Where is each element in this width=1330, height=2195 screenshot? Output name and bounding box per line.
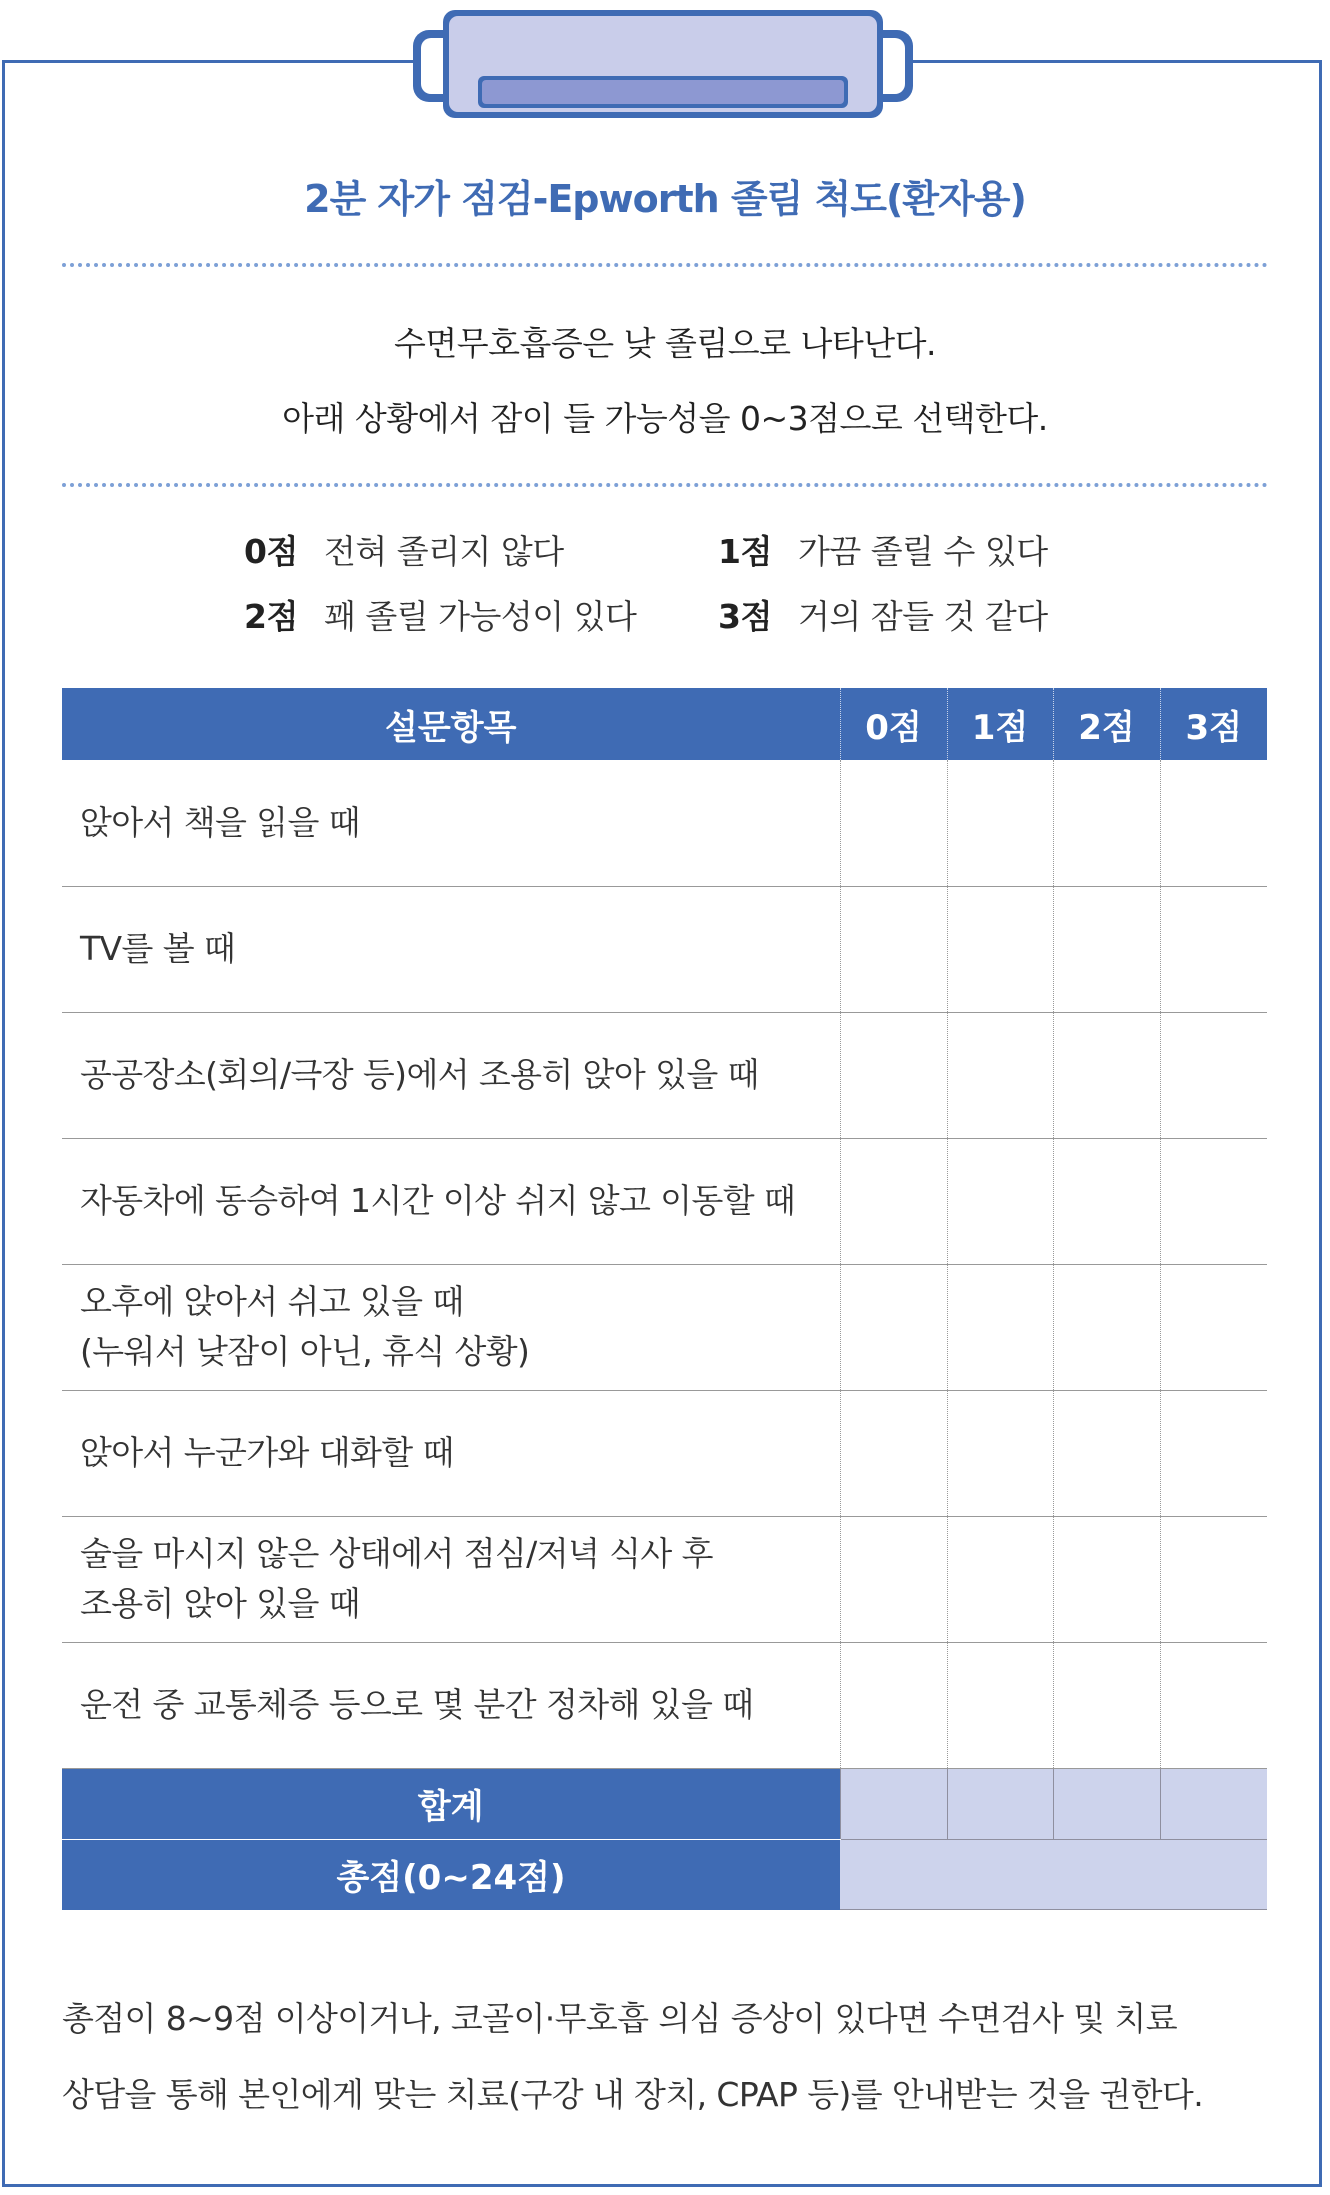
score-cell-1[interactable] xyxy=(947,1516,1053,1642)
score-cell-3[interactable] xyxy=(1160,760,1267,886)
header-score-1: 1점 xyxy=(947,688,1053,760)
legend-score: 0점 xyxy=(244,532,298,571)
question-text xyxy=(62,1264,840,1390)
legend-desc: 꽤 졸릴 가능성이 있다 xyxy=(324,597,637,636)
score-cell-0[interactable] xyxy=(840,886,947,1012)
score-cell-3[interactable] xyxy=(1160,1012,1267,1138)
sum-cell-0[interactable] xyxy=(840,1768,947,1839)
table-row xyxy=(62,760,1267,886)
score-cell-0[interactable] xyxy=(840,1642,947,1768)
question-line: 운전 중 교통체증 등으로 몇 분간 정차해 있을 때 xyxy=(80,1685,754,1724)
score-cell-3[interactable] xyxy=(1160,1642,1267,1768)
sum-row xyxy=(62,1768,1267,1839)
intro-line-2: 아래 상황에서 잠이 들 가능성을 0~3점으로 선택한다. xyxy=(282,399,1048,438)
question-line: 공공장소(회의/극장 등)에서 조용히 앉아 있을 때 xyxy=(80,1055,759,1094)
question-text xyxy=(62,1390,840,1516)
dotted-divider-top xyxy=(62,263,1268,267)
question-text xyxy=(62,1516,840,1642)
total-label: 총점(0~24점) xyxy=(62,1839,840,1910)
score-cell-0[interactable] xyxy=(840,1138,947,1264)
sum-label: 합계 xyxy=(62,1768,840,1839)
clipboard-clip-icon xyxy=(413,10,913,118)
score-cell-0[interactable] xyxy=(840,760,947,886)
score-cell-1[interactable] xyxy=(947,1012,1053,1138)
score-cell-1[interactable] xyxy=(947,886,1053,1012)
legend-desc: 거의 잠들 것 같다 xyxy=(798,597,1048,636)
table-row xyxy=(62,1012,1267,1138)
score-cell-0[interactable] xyxy=(840,1516,947,1642)
score-cell-1[interactable] xyxy=(947,1390,1053,1516)
question-line: 앉아서 책을 읽을 때 xyxy=(80,802,360,842)
legend-item-0 xyxy=(244,526,564,573)
score-cell-0[interactable] xyxy=(840,1012,947,1138)
question-line: 앉아서 누군가와 대화할 때 xyxy=(80,1433,454,1472)
question-line: TV를 볼 때 xyxy=(80,929,236,968)
score-cell-2[interactable] xyxy=(1053,760,1160,886)
total-row xyxy=(62,1839,1267,1910)
note-line-2: 상담을 통해 본인에게 맞는 치료(구강 내 장치, CPAP 등)를 안내받는 것을 권한다. xyxy=(62,2075,1204,2114)
score-cell-2[interactable] xyxy=(1053,1516,1160,1642)
table-row xyxy=(62,1642,1267,1768)
question-line: 술을 마시지 않은 상태에서 점심/저녁 식사 후 xyxy=(80,1534,713,1573)
sum-cell-1[interactable] xyxy=(947,1768,1053,1839)
table-row xyxy=(62,886,1267,1012)
page-title: 2분 자가 점검-Epworth 졸림 척도(환자용) xyxy=(304,177,1026,221)
question-line: (누워서 낮잠이 아닌, 휴식 상황) xyxy=(80,1332,530,1371)
question-text xyxy=(62,1642,840,1768)
sum-cell-3[interactable] xyxy=(1160,1768,1267,1839)
table-header-row xyxy=(62,688,1267,760)
sum-cell-2[interactable] xyxy=(1053,1768,1160,1839)
question-text xyxy=(62,1138,840,1264)
score-cell-2[interactable] xyxy=(1053,1642,1160,1768)
score-cell-2[interactable] xyxy=(1053,886,1160,1012)
score-cell-2[interactable] xyxy=(1053,1138,1160,1264)
header-item: 설문항목 xyxy=(62,688,840,760)
header-score-0: 0점 xyxy=(840,688,947,760)
question-text xyxy=(62,760,840,886)
score-cell-1[interactable] xyxy=(947,1264,1053,1390)
question-text xyxy=(62,886,840,1012)
table-row xyxy=(62,1390,1267,1516)
table-row xyxy=(62,1264,1267,1390)
score-cell-0[interactable] xyxy=(840,1264,947,1390)
question-line: 자동차에 동승하여 1시간 이상 쉬지 않고 이동할 때 xyxy=(80,1181,796,1220)
legend-score: 1점 xyxy=(718,532,772,571)
intro-line-1: 수면무호흡증은 낮 졸림으로 나타난다. xyxy=(393,324,936,363)
question-line: 조용히 앉아 있을 때 xyxy=(80,1584,360,1623)
score-cell-3[interactable] xyxy=(1160,1264,1267,1390)
legend-item-1 xyxy=(718,526,1048,573)
legend-item-2 xyxy=(244,591,636,638)
question-text xyxy=(62,1012,840,1138)
score-cell-3[interactable] xyxy=(1160,1390,1267,1516)
questionnaire-table xyxy=(62,688,1267,1910)
score-cell-0[interactable] xyxy=(840,1390,947,1516)
score-cell-3[interactable] xyxy=(1160,1516,1267,1642)
score-cell-2[interactable] xyxy=(1053,1012,1160,1138)
score-cell-3[interactable] xyxy=(1160,1138,1267,1264)
question-line: 오후에 앉아서 쉬고 있을 때 xyxy=(80,1282,464,1321)
score-cell-2[interactable] xyxy=(1053,1390,1160,1516)
table-row xyxy=(62,1138,1267,1264)
table-row xyxy=(62,1516,1267,1642)
score-cell-1[interactable] xyxy=(947,760,1053,886)
legend-item-3 xyxy=(718,591,1048,638)
legend-desc: 전혀 졸리지 않다 xyxy=(324,532,564,571)
total-cell[interactable] xyxy=(840,1839,1267,1910)
header-score-3: 3점 xyxy=(1160,688,1267,760)
score-cell-1[interactable] xyxy=(947,1642,1053,1768)
score-cell-2[interactable] xyxy=(1053,1264,1160,1390)
header-score-2: 2점 xyxy=(1053,688,1160,760)
legend-score: 3점 xyxy=(718,597,772,636)
score-cell-1[interactable] xyxy=(947,1138,1053,1264)
legend-desc: 가끔 졸릴 수 있다 xyxy=(798,532,1048,571)
score-cell-3[interactable] xyxy=(1160,886,1267,1012)
legend-score: 2점 xyxy=(244,597,298,636)
dotted-divider-bottom xyxy=(62,483,1268,487)
note-line-1: 총점이 8~9점 이상이거나, 코골이·무호흡 의심 증상이 있다면 수면검사 및 치료 xyxy=(62,1999,1177,2038)
